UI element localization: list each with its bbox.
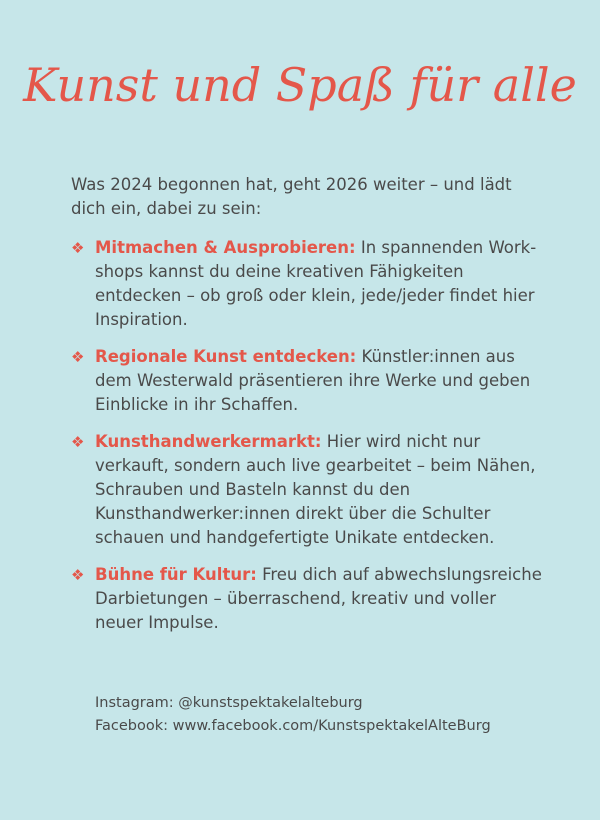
list-item-text: Freu dich auf abwechslungsreiche Darbietungen – überraschend, kreativ und voller neuer Impulse. bbox=[95, 565, 542, 632]
facebook-link[interactable]: Facebook: www.facebook.com/KunstspektakelAlteBurg bbox=[95, 718, 491, 734]
diamond-flower-icon: ❖ bbox=[71, 566, 85, 584]
feature-list bbox=[71, 236, 546, 648]
page-title: Kunst und Spaß für alle bbox=[23, 58, 577, 112]
list-item-text: Hier wird nicht nur verkauft, sondern auch live gearbeitet – beim Nähen, Schrauben und Basteln kannst du den Kunsthandwerker:innen direkt über die Schulter schauen und handgefertigte Unikate entdecken. bbox=[95, 432, 536, 547]
instagram-link[interactable]: Instagram: @kunstspektakelalteburg bbox=[95, 695, 363, 711]
list-item-title: Kunsthandwerkermarkt: bbox=[95, 432, 322, 451]
diamond-flower-icon: ❖ bbox=[71, 348, 85, 366]
intro-text: Was 2024 begonnen hat, geht 2026 weiter – und lädt dich ein, dabei zu sein: bbox=[71, 175, 512, 218]
list-item bbox=[71, 236, 546, 332]
list-item bbox=[71, 345, 546, 417]
list-item-title: Bühne für Kultur: bbox=[95, 565, 257, 584]
list-item bbox=[71, 563, 546, 635]
list-item-title: Regionale Kunst entdecken: bbox=[95, 347, 357, 366]
list-item bbox=[71, 430, 546, 550]
diamond-flower-icon: ❖ bbox=[71, 239, 85, 257]
contact-info bbox=[95, 692, 565, 738]
list-item-text: In spannenden Workshops kannst du deine kreativen Fähigkeiten entdecken – ob groß oder klein, jede/jeder findet hier Inspiration. bbox=[95, 238, 537, 329]
list-item-text: Künstler:innen aus dem Westerwald präsentieren ihre Werke und geben Einblicke in ihr Schaffen. bbox=[95, 347, 531, 414]
diamond-flower-icon: ❖ bbox=[71, 433, 85, 451]
list-item-title: Mitmachen & Ausprobieren: bbox=[95, 238, 356, 257]
